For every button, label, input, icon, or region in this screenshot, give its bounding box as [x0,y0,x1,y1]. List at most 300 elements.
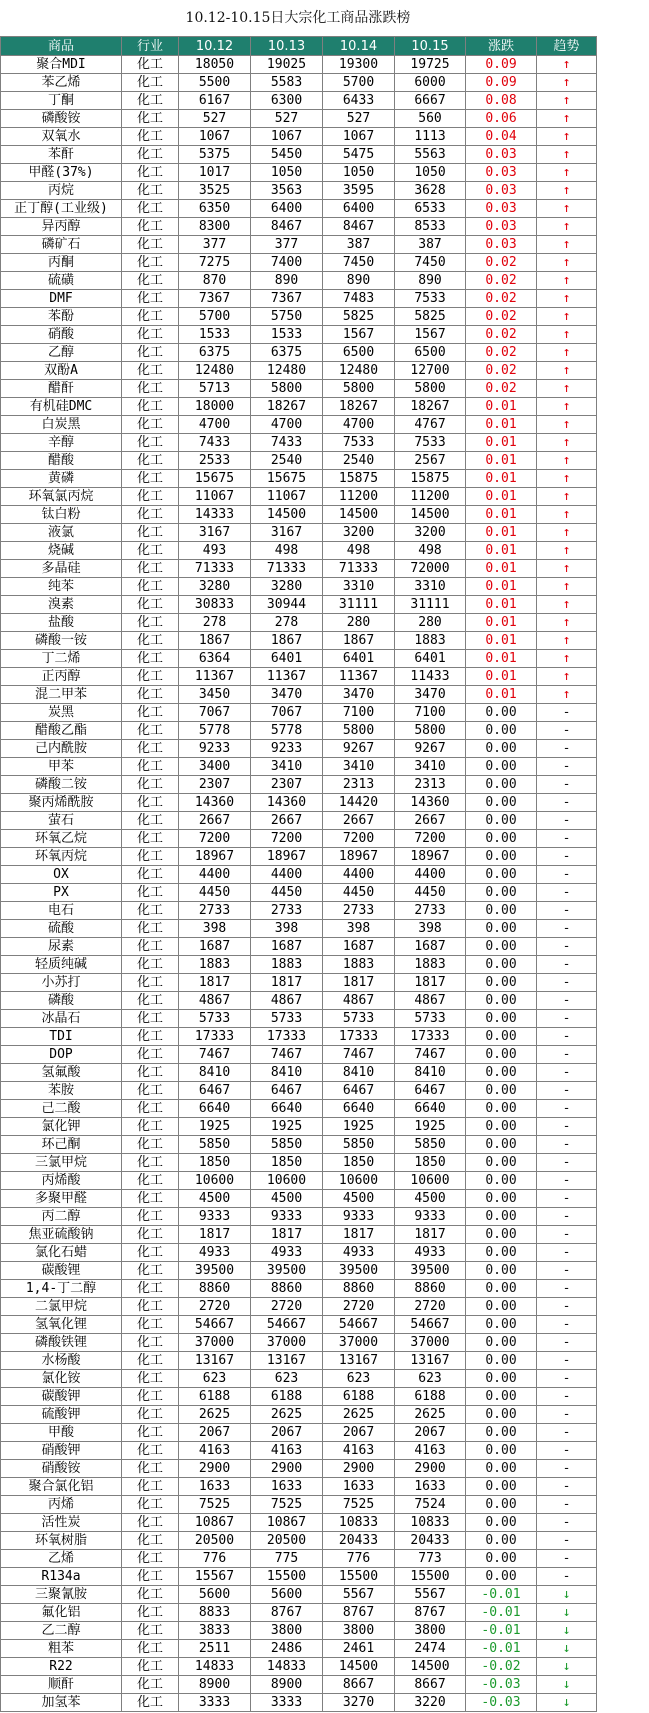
price-date-1: 7067 [179,704,251,722]
price-date-4: 7200 [395,830,466,848]
price-date-3: 3470 [323,686,395,704]
price-date-3: 9333 [323,1208,395,1226]
price-date-3: 5825 [323,308,395,326]
trend-up-icon: ↑ [537,272,597,290]
price-date-1: 13167 [179,1352,251,1370]
industry: 化工 [122,920,179,938]
table-row [1,1046,597,1064]
table-row [1,884,597,902]
price-date-2: 20500 [251,1532,323,1550]
price-date-2: 498 [251,542,323,560]
price-date-3: 13167 [323,1352,395,1370]
industry: 化工 [122,1388,179,1406]
table-row [1,992,597,1010]
trend-up-icon: ↑ [537,290,597,308]
price-date-3: 2733 [323,902,395,920]
table-row [1,686,597,704]
change-value: 0.09 [466,56,537,74]
industry: 化工 [122,1172,179,1190]
price-date-4: 4163 [395,1442,466,1460]
table-row [1,938,597,956]
table-row [1,920,597,938]
price-date-4: 4400 [395,866,466,884]
table-row [1,362,597,380]
trend-flat-icon: - [537,920,597,938]
trend-flat-icon: - [537,812,597,830]
table-row [1,272,597,290]
price-date-1: 9233 [179,740,251,758]
price-date-1: 2307 [179,776,251,794]
price-date-4: 7524 [395,1496,466,1514]
trend-flat-icon: - [537,830,597,848]
price-date-4: 5800 [395,722,466,740]
price-date-2: 4163 [251,1442,323,1460]
price-date-4: 6401 [395,650,466,668]
price-date-2: 2625 [251,1406,323,1424]
price-date-3: 3270 [323,1694,395,1712]
price-date-3: 2900 [323,1460,395,1478]
table-row [1,1676,597,1694]
price-date-4: 13167 [395,1352,466,1370]
industry: 化工 [122,524,179,542]
table-row [1,1424,597,1442]
table-row [1,1154,597,1172]
change-value: 0.02 [466,308,537,326]
product-name: 异丙醇 [1,218,122,236]
price-date-3: 1817 [323,1226,395,1244]
product-name: 混二甲苯 [1,686,122,704]
price-date-3: 1567 [323,326,395,344]
price-date-4: 7533 [395,434,466,452]
price-date-1: 2625 [179,1406,251,1424]
price-date-2: 18967 [251,848,323,866]
table-row [1,110,597,128]
price-date-4: 18267 [395,398,466,416]
trend-up-icon: ↑ [537,56,597,74]
table-row [1,578,597,596]
industry: 化工 [122,1190,179,1208]
trend-flat-icon: - [537,794,597,812]
industry: 化工 [122,1280,179,1298]
price-date-3: 7533 [323,434,395,452]
table-row [1,1082,597,1100]
price-date-4: 4500 [395,1190,466,1208]
price-date-2: 2733 [251,902,323,920]
change-value: 0.03 [466,164,537,182]
table-row [1,1208,597,1226]
industry: 化工 [122,596,179,614]
change-value: -0.01 [466,1640,537,1658]
change-value: 0.00 [466,1226,537,1244]
trend-flat-icon: - [537,974,597,992]
industry: 化工 [122,1496,179,1514]
change-value: 0.00 [466,884,537,902]
trend-up-icon: ↑ [537,74,597,92]
product-name: 己内酰胺 [1,740,122,758]
trend-up-icon: ↑ [537,434,597,452]
price-date-2: 7400 [251,254,323,272]
industry: 化工 [122,434,179,452]
industry: 化工 [122,416,179,434]
price-date-3: 20433 [323,1532,395,1550]
change-value: 0.01 [466,416,537,434]
price-date-4: 398 [395,920,466,938]
price-date-3: 18267 [323,398,395,416]
price-date-3: 7200 [323,830,395,848]
price-date-2: 2540 [251,452,323,470]
product-name: 磷酸二铵 [1,776,122,794]
price-date-2: 10867 [251,1514,323,1532]
trend-up-icon: ↑ [537,362,597,380]
product-name: 丙二醇 [1,1208,122,1226]
change-value: 0.02 [466,254,537,272]
change-value: 0.00 [466,1154,537,1172]
change-value: 0.00 [466,812,537,830]
price-date-2: 1817 [251,1226,323,1244]
price-date-2: 9333 [251,1208,323,1226]
price-date-3: 5850 [323,1136,395,1154]
price-date-3: 12480 [323,362,395,380]
table-row [1,398,597,416]
industry: 化工 [122,866,179,884]
price-date-4: 6640 [395,1100,466,1118]
change-value: -0.03 [466,1676,537,1694]
table-row [1,506,597,524]
industry: 化工 [122,902,179,920]
table-row [1,524,597,542]
price-date-1: 4933 [179,1244,251,1262]
price-date-2: 4450 [251,884,323,902]
price-date-1: 1925 [179,1118,251,1136]
price-date-3: 4500 [323,1190,395,1208]
price-date-2: 6188 [251,1388,323,1406]
table-header-row [1,37,597,56]
price-date-1: 527 [179,110,251,128]
table-row [1,956,597,974]
change-value: -0.01 [466,1622,537,1640]
table-row [1,56,597,74]
product-name: 丙烷 [1,182,122,200]
price-date-4: 1113 [395,128,466,146]
price-date-1: 5733 [179,1010,251,1028]
trend-up-icon: ↑ [537,218,597,236]
price-date-2: 6401 [251,650,323,668]
product-name: 磷酸铁锂 [1,1334,122,1352]
trend-down-icon: ↓ [537,1658,597,1676]
price-date-4: 6667 [395,92,466,110]
price-date-3: 7525 [323,1496,395,1514]
price-date-3: 1633 [323,1478,395,1496]
trend-flat-icon: - [537,1442,597,1460]
product-name: 三聚氰胺 [1,1586,122,1604]
product-name: 电石 [1,902,122,920]
price-date-4: 72000 [395,560,466,578]
price-date-3: 1050 [323,164,395,182]
industry: 化工 [122,236,179,254]
price-date-4: 5825 [395,308,466,326]
industry: 化工 [122,362,179,380]
price-date-1: 1817 [179,1226,251,1244]
trend-flat-icon: - [537,1334,597,1352]
price-date-2: 5850 [251,1136,323,1154]
industry: 化工 [122,830,179,848]
product-name: 醋酸乙酯 [1,722,122,740]
price-date-3: 17333 [323,1028,395,1046]
price-date-4: 11200 [395,488,466,506]
industry: 化工 [122,938,179,956]
price-date-1: 3525 [179,182,251,200]
price-date-1: 1883 [179,956,251,974]
industry: 化工 [122,92,179,110]
product-name: 水杨酸 [1,1352,122,1370]
price-date-1: 1067 [179,128,251,146]
trend-flat-icon: - [537,1172,597,1190]
price-date-2: 3470 [251,686,323,704]
table-row [1,1658,597,1676]
price-date-4: 1883 [395,632,466,650]
table-row [1,308,597,326]
table-row [1,470,597,488]
trend-flat-icon: - [537,1316,597,1334]
product-name: DMF [1,290,122,308]
industry: 化工 [122,272,179,290]
price-date-3: 19300 [323,56,395,74]
price-date-1: 3167 [179,524,251,542]
price-date-1: 1817 [179,974,251,992]
industry: 化工 [122,110,179,128]
industry: 化工 [122,164,179,182]
trend-up-icon: ↑ [537,578,597,596]
change-value: 0.00 [466,758,537,776]
price-date-1: 3400 [179,758,251,776]
price-date-4: 9267 [395,740,466,758]
header-date-3: 10.14 [323,37,395,56]
price-date-3: 5475 [323,146,395,164]
industry: 化工 [122,1010,179,1028]
price-date-3: 39500 [323,1262,395,1280]
trend-flat-icon: - [537,1568,597,1586]
price-date-1: 2733 [179,902,251,920]
trend-flat-icon: - [537,1388,597,1406]
table-row [1,1172,597,1190]
price-date-3: 4933 [323,1244,395,1262]
table-row [1,1262,597,1280]
price-date-3: 6188 [323,1388,395,1406]
table-row [1,542,597,560]
table-row [1,974,597,992]
product-name: 正丁醇(工业级) [1,200,122,218]
trend-up-icon: ↑ [537,686,597,704]
price-date-3: 3595 [323,182,395,200]
change-value: 0.00 [466,740,537,758]
price-date-1: 3280 [179,578,251,596]
price-date-2: 3800 [251,1622,323,1640]
industry: 化工 [122,1046,179,1064]
table-row [1,668,597,686]
price-date-3: 1925 [323,1118,395,1136]
price-date-1: 10867 [179,1514,251,1532]
industry: 化工 [122,1334,179,1352]
price-date-3: 10600 [323,1172,395,1190]
price-date-3: 1687 [323,938,395,956]
price-date-1: 7525 [179,1496,251,1514]
change-value: 0.01 [466,452,537,470]
product-name: 硝酸 [1,326,122,344]
price-date-4: 4867 [395,992,466,1010]
price-date-4: 623 [395,1370,466,1388]
price-date-2: 2720 [251,1298,323,1316]
industry: 化工 [122,776,179,794]
price-date-4: 8767 [395,1604,466,1622]
table-row [1,164,597,182]
industry: 化工 [122,1154,179,1172]
table-row [1,1352,597,1370]
product-name: 苯胺 [1,1082,122,1100]
change-value: 0.00 [466,1082,537,1100]
price-date-2: 3563 [251,182,323,200]
product-name: 氢氟酸 [1,1064,122,1082]
price-date-4: 3628 [395,182,466,200]
trend-up-icon: ↑ [537,632,597,650]
price-date-3: 1883 [323,956,395,974]
trend-up-icon: ↑ [537,560,597,578]
table-row [1,146,597,164]
price-date-2: 5600 [251,1586,323,1604]
product-name: 活性炭 [1,1514,122,1532]
trend-up-icon: ↑ [537,650,597,668]
table-row [1,1136,597,1154]
trend-flat-icon: - [537,1028,597,1046]
price-date-1: 1633 [179,1478,251,1496]
trend-flat-icon: - [537,1100,597,1118]
product-name: 轻质纯碱 [1,956,122,974]
trend-flat-icon: - [537,704,597,722]
industry: 化工 [122,722,179,740]
change-value: 0.00 [466,1010,537,1028]
price-date-2: 5778 [251,722,323,740]
industry: 化工 [122,1694,179,1712]
trend-flat-icon: - [537,740,597,758]
price-date-1: 5375 [179,146,251,164]
change-value: 0.00 [466,1172,537,1190]
price-date-4: 7533 [395,290,466,308]
price-date-2: 4400 [251,866,323,884]
table-row [1,488,597,506]
price-date-4: 15500 [395,1568,466,1586]
price-date-3: 9267 [323,740,395,758]
price-date-3: 6400 [323,200,395,218]
industry: 化工 [122,1352,179,1370]
price-date-4: 8860 [395,1280,466,1298]
industry: 化工 [122,1118,179,1136]
change-value: 0.03 [466,146,537,164]
price-date-1: 6364 [179,650,251,668]
industry: 化工 [122,1316,179,1334]
product-name: 醋酸 [1,452,122,470]
trend-up-icon: ↑ [537,668,597,686]
price-date-3: 498 [323,542,395,560]
price-date-4: 15875 [395,470,466,488]
price-date-4: 4767 [395,416,466,434]
price-date-3: 2720 [323,1298,395,1316]
price-date-1: 8833 [179,1604,251,1622]
product-name: 甲苯 [1,758,122,776]
table-row [1,218,597,236]
price-date-2: 623 [251,1370,323,1388]
price-date-3: 6433 [323,92,395,110]
page-title: 10.12-10.15日大宗化工商品涨跌榜 [185,10,411,26]
product-name: 顺酐 [1,1676,122,1694]
price-date-2: 6375 [251,344,323,362]
change-value: 0.00 [466,1280,537,1298]
price-date-3: 14420 [323,794,395,812]
product-name: 辛醇 [1,434,122,452]
industry: 化工 [122,668,179,686]
change-value: 0.00 [466,1334,537,1352]
industry: 化工 [122,1550,179,1568]
trend-up-icon: ↑ [537,308,597,326]
price-date-4: 54667 [395,1316,466,1334]
change-value: 0.00 [466,1136,537,1154]
price-date-3: 280 [323,614,395,632]
change-value: 0.01 [466,506,537,524]
industry: 化工 [122,218,179,236]
table-row [1,848,597,866]
price-date-4: 1925 [395,1118,466,1136]
price-date-3: 1867 [323,632,395,650]
industry: 化工 [122,290,179,308]
product-name: 多晶硅 [1,560,122,578]
price-date-4: 6188 [395,1388,466,1406]
price-date-4: 5800 [395,380,466,398]
price-date-2: 8900 [251,1676,323,1694]
product-name: 二氯甲烷 [1,1298,122,1316]
price-date-1: 7275 [179,254,251,272]
price-date-2: 2486 [251,1640,323,1658]
price-date-3: 15875 [323,470,395,488]
trend-up-icon: ↑ [537,110,597,128]
table-row [1,1370,597,1388]
industry: 化工 [122,794,179,812]
header-product: 商品 [1,37,122,56]
price-date-2: 11367 [251,668,323,686]
price-date-1: 6167 [179,92,251,110]
price-date-1: 18000 [179,398,251,416]
price-date-1: 15675 [179,470,251,488]
price-date-4: 2474 [395,1640,466,1658]
price-date-3: 4450 [323,884,395,902]
trend-flat-icon: - [537,758,597,776]
change-value: 0.00 [466,794,537,812]
change-value: 0.00 [466,1100,537,1118]
trend-flat-icon: - [537,1046,597,1064]
price-date-4: 7467 [395,1046,466,1064]
trend-flat-icon: - [537,1262,597,1280]
industry: 化工 [122,1100,179,1118]
industry: 化工 [122,344,179,362]
price-date-4: 2900 [395,1460,466,1478]
price-date-2: 278 [251,614,323,632]
industry: 化工 [122,398,179,416]
price-date-3: 6500 [323,344,395,362]
change-value: 0.00 [466,902,537,920]
product-name: 碳酸钾 [1,1388,122,1406]
price-date-4: 560 [395,110,466,128]
price-date-3: 8860 [323,1280,395,1298]
price-date-3: 4867 [323,992,395,1010]
industry: 化工 [122,1424,179,1442]
trend-up-icon: ↑ [537,506,597,524]
